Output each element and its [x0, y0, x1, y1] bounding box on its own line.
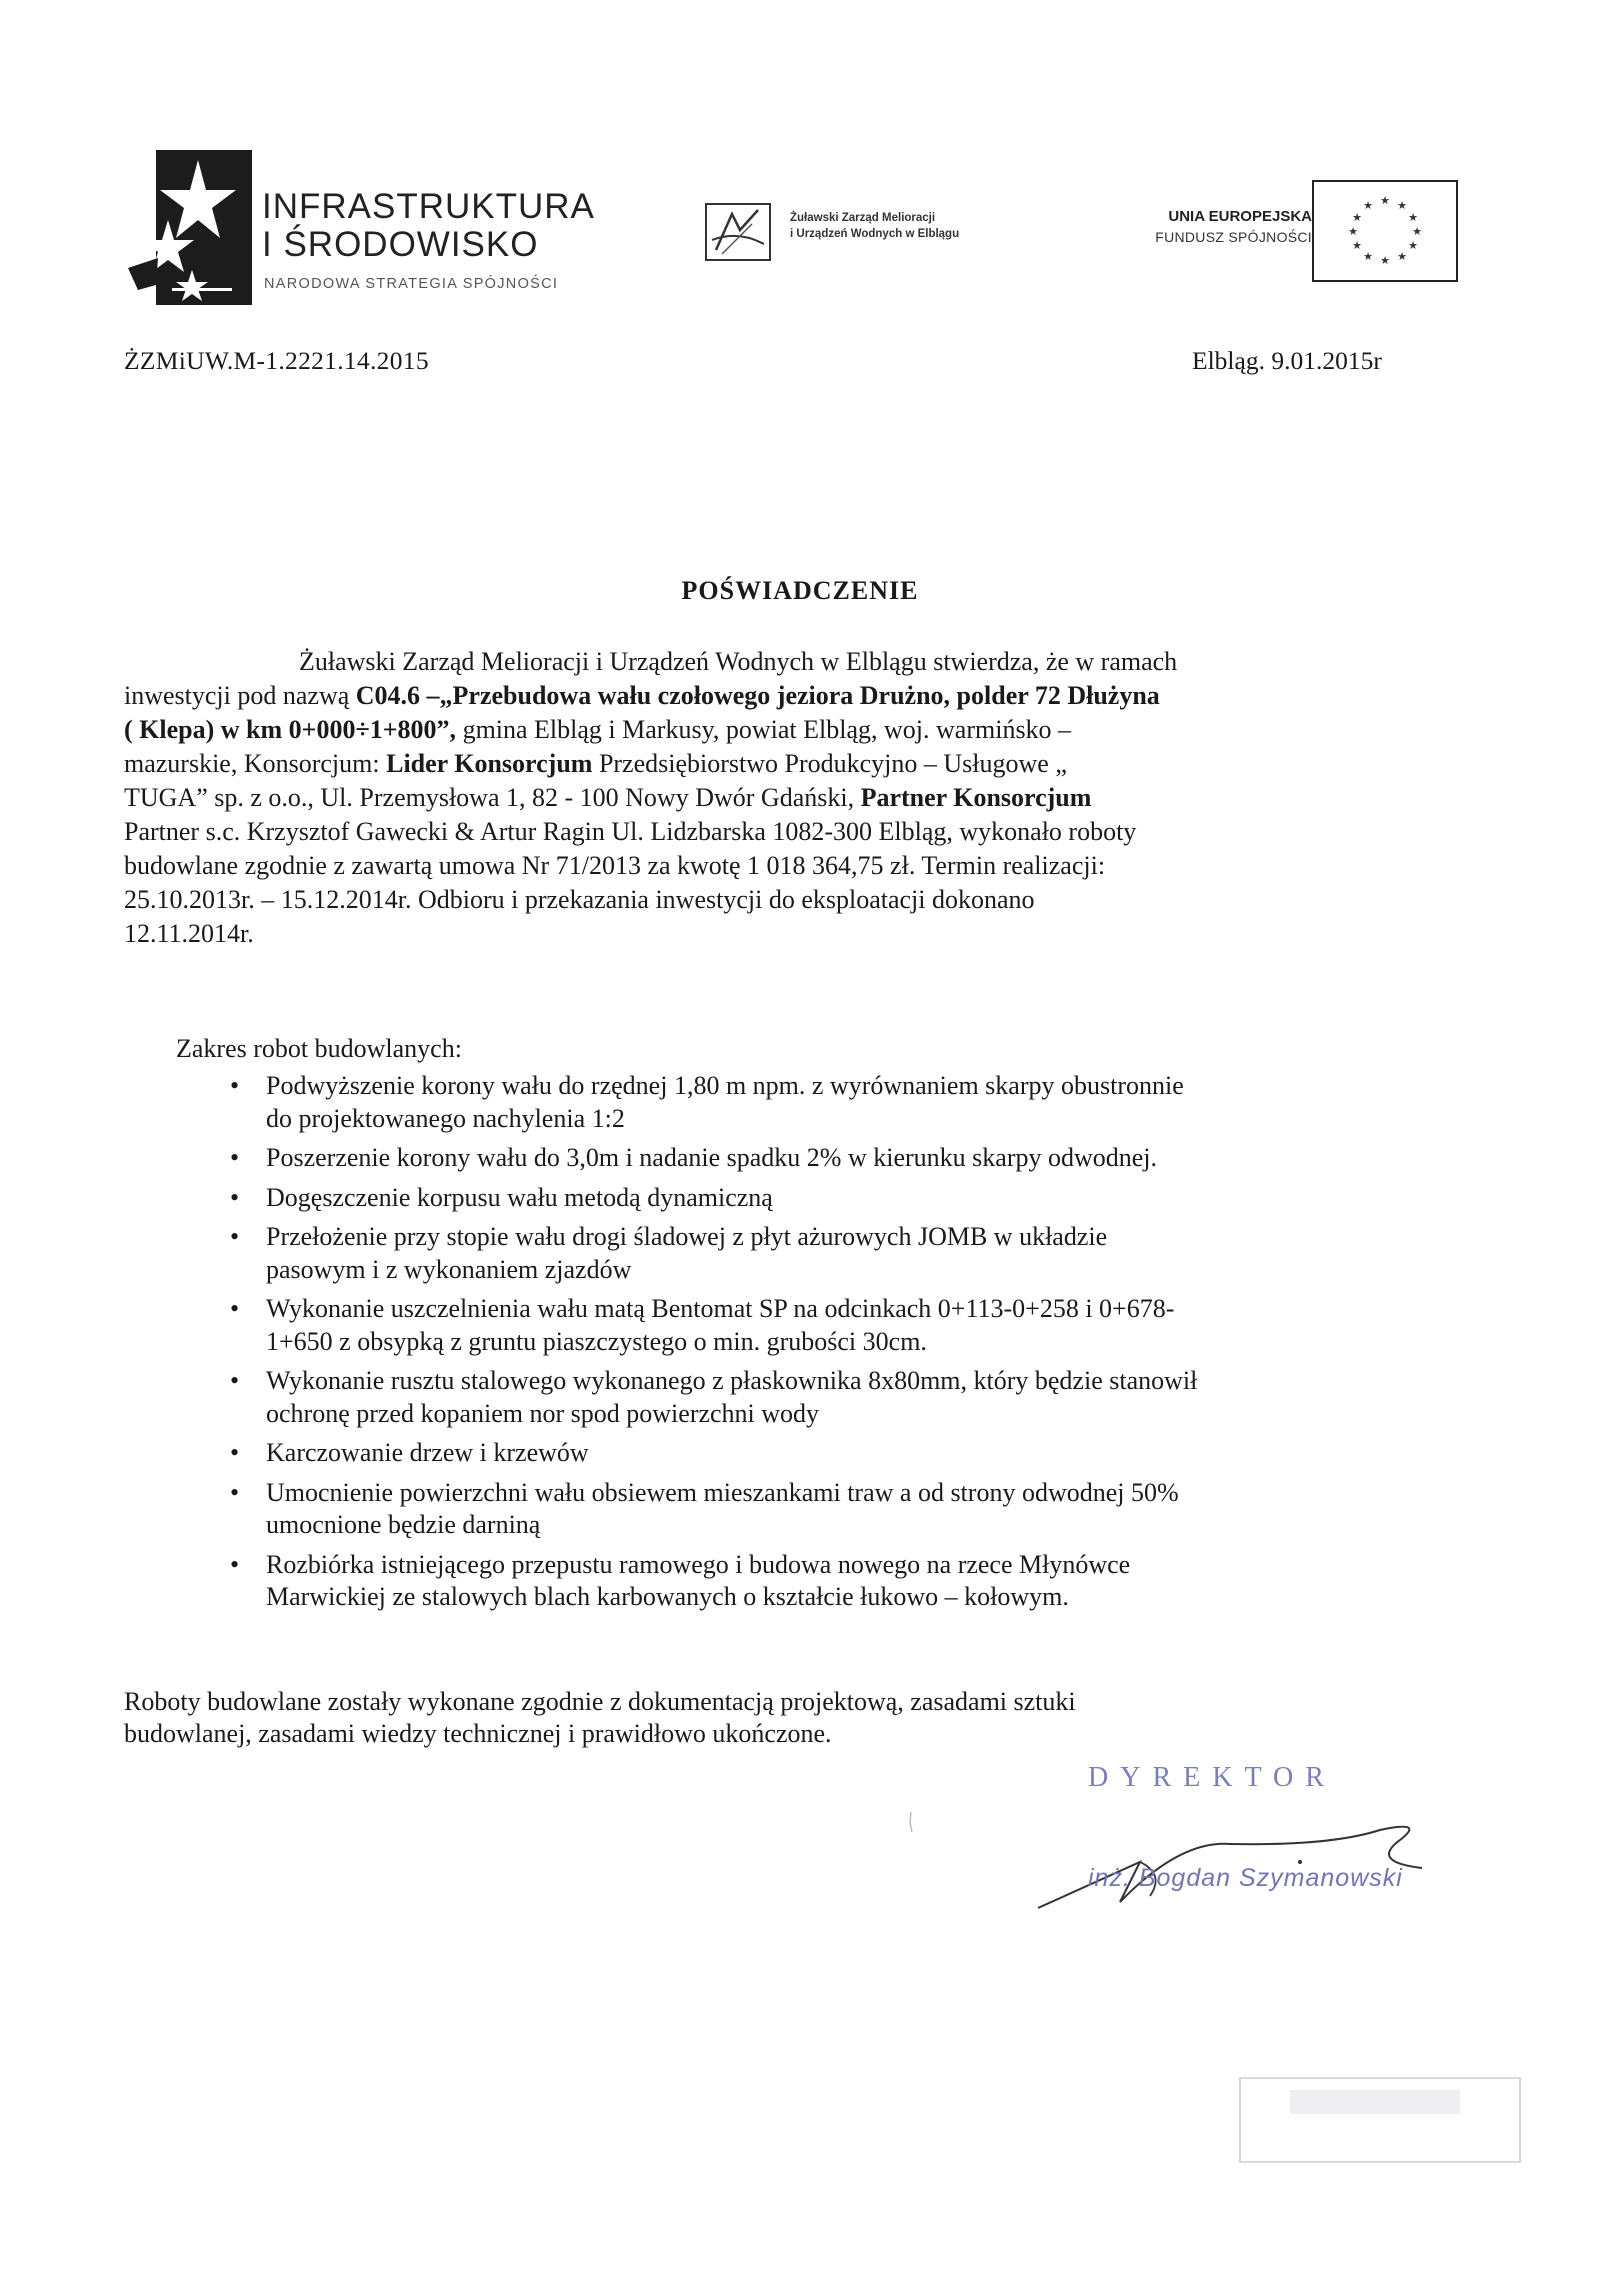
svg-text:★: ★ [1397, 199, 1407, 212]
program-title [262, 188, 595, 264]
scope-item: • Karczowanie drzew i krzewów [230, 1437, 1490, 1470]
paragraph-line: 12.11.2014r. [124, 919, 254, 948]
paragraph-line: TUGA” sp. z o.o., Ul. Przemysłowa 1, 82 - 100 Nowy Dwór Gdański, Partner Konsorcjum [124, 783, 1092, 812]
svg-text:★: ★ [1352, 211, 1362, 224]
eu-fund-line2: FUNDUSZ SPÓJNOŚCI [1155, 229, 1312, 245]
svg-text:★: ★ [1408, 211, 1418, 224]
eu-flag-icon [1312, 180, 1458, 282]
paragraph-line: Żuławski Zarząd Melioracji i Urządzeń Wodnych w Elblągu stwierdza, że w ramach [299, 647, 1178, 676]
paragraph-line: inwestycji pod nazwą C04.6 –„Przebudowa wału czołowego jeziora Drużno, polder 72 Dłużyna [124, 681, 1160, 710]
consortium-partner-label: Partner Konsorcjum [860, 783, 1092, 812]
eu-fund-line1: UNIA EUROPEJSKA [1168, 208, 1312, 225]
svg-text:★: ★ [1412, 225, 1422, 238]
faint-stamp-icon [1230, 2070, 1530, 2170]
document-title: POŚWIADCZENIE [681, 576, 919, 605]
scope-item: • Dogęszczenie korpusu wału metodą dynamiczną [230, 1182, 1490, 1215]
consortium-leader-label: Lider Konsorcjum [386, 749, 593, 778]
program-title-line1: INFRASTRUKTURA [262, 187, 595, 226]
document-reference: ŻZMiUW.M-1.2221.14.2015 [124, 346, 429, 375]
agency-name-line2: i Urządzeń Wodnych w Elblągu [790, 228, 960, 240]
paragraph-line: mazurskie, Konsorcjum: Lider Konsorcjum Przedsiębiorstwo Produkcyjno – Usługowe „ [124, 749, 1067, 778]
scope-item: • Umocnienie powierzchni wału obsiewem mieszankami traw a od strony odwodnej 50% umocnione będzie darniną [230, 1477, 1490, 1542]
agency-name [790, 210, 959, 242]
svg-text:★: ★ [1363, 250, 1373, 263]
scope-item: • Podwyższenie korony wału do rzędnej 1,80 m npm. z wyrównaniem skarpy obustronnie do projektowanego nachylenia 1:2 [230, 1070, 1490, 1135]
paragraph-line: budowlane zgodnie z zawartą umowa Nr 71/2013 za kwotę 1 018 364,75 zł. Termin realizacji: [124, 851, 1106, 880]
scope-item: • Poszerzenie korony wału do 3,0m i nadanie spadku 2% w kierunku skarpy odwodnej. [230, 1142, 1490, 1175]
svg-text:★: ★ [1348, 225, 1358, 238]
paragraph-line: ( Klepa) w km 0+000÷1+800”, gmina Elbląg i Markusy, powiat Elbląg, woj. warmińsko – [124, 715, 1072, 744]
signatory-title: DYREKTOR [1088, 1762, 1336, 1793]
eu-fund-label [1062, 207, 1312, 247]
svg-text:★: ★ [1397, 250, 1407, 263]
svg-text:★: ★ [1352, 239, 1362, 252]
handwritten-signature-icon [1030, 1800, 1430, 1920]
infrastruktura-logo-icon [128, 150, 252, 305]
scope-item: • Wykonanie rusztu stalowego wykonanego z płaskownika 8x80mm, który będzie stanowił ochronę przed kopaniem nor spod powierzchni wody [230, 1365, 1490, 1430]
closing-line: budowlanej, zasadami wiedzy technicznej i prawidłowo ukończone. [124, 1719, 832, 1748]
certificate-paragraph [124, 645, 1464, 951]
svg-text:★: ★ [1380, 254, 1390, 267]
scope-item: • Rozbiórka istniejącego przepustu ramowego i budowa nowego na rzece Młynówce Marwickiej ze stalowych blach karbowanych o kształcie łukowo – kołowym. [230, 1549, 1490, 1614]
paragraph-line: Partner s.c. Krzysztof Gawecki & Artur Ragin Ul. Lidzbarska 1082-300 Elbląg, wykonało roboty [124, 817, 1137, 846]
program-title-line2: I ŚRODOWISKO [262, 225, 539, 264]
signatory-name: inż. Bogdan Szymanowski [1088, 1864, 1403, 1892]
scope-item: • Przełożenie przy stopie wału drogi śladowej z płyt ażurowych JOMB w układzie pasowym i z wykonaniem zjazdów [230, 1221, 1490, 1286]
scope-list [230, 1070, 1490, 1621]
svg-text:★: ★ [1408, 239, 1418, 252]
scope-heading: Zakres robot budowlanych: [176, 1034, 462, 1063]
scope-item: • Wykonanie uszczelnienia wału matą Bentomat SP na odcinkach 0+113-0+258 i 0+678- 1+650 z obsypką z gruntu piaszczystego o min. grubości 30cm. [230, 1293, 1490, 1358]
document-date: Elbląg. 9.01.2015r [1192, 346, 1382, 375]
svg-text:★: ★ [1380, 194, 1390, 207]
closing-paragraph [124, 1686, 1464, 1750]
closing-line: Roboty budowlane zostały wykonane zgodnie z dokumentacją projektową, zasadami sztuki [124, 1687, 1076, 1716]
project-name: C04.6 –„Przebudowa wału czołowego jeziora Drużno, polder 72 Dłużyna [355, 681, 1160, 710]
program-subtitle: NARODOWA STRATEGIA SPÓJNOŚCI [264, 276, 559, 292]
agency-logo-icon [702, 200, 774, 264]
paragraph-line: 25.10.2013r. – 15.12.2014r. Odbioru i przekazania inwestycji do eksploatacji dokonano [124, 885, 1035, 914]
project-name-cont: ( Klepa) w km 0+000÷1+800”, [124, 715, 457, 744]
ink-mark-icon [905, 1810, 917, 1834]
svg-text:★: ★ [1363, 199, 1373, 212]
agency-name-line1: Żuławski Zarząd Melioracji [790, 212, 936, 224]
